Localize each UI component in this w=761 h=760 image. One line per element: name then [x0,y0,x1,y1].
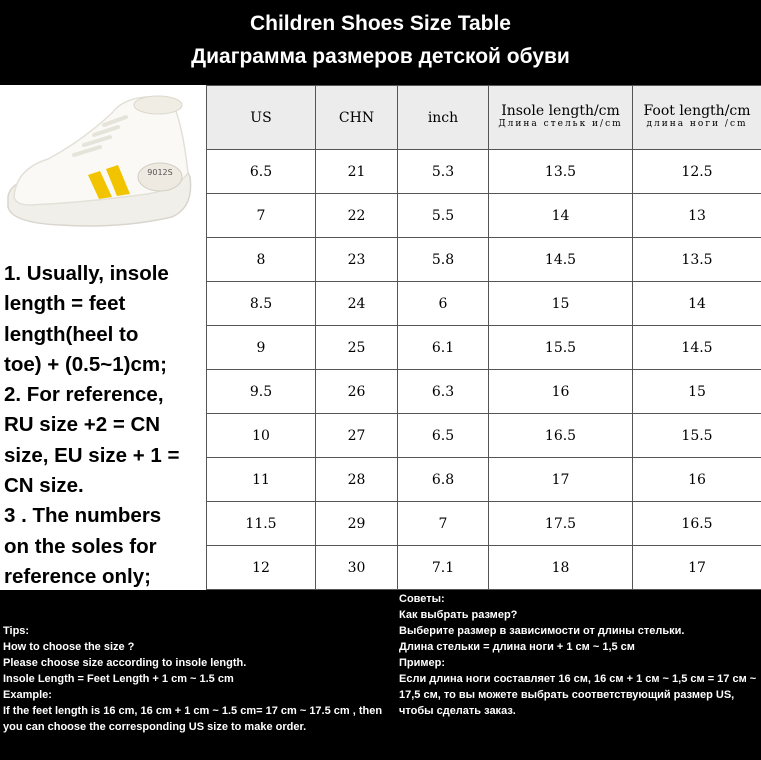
foot-cell: 16 [633,458,761,502]
note-line: 1. Usually, insole [4,262,169,285]
note-line: reference only; [4,564,151,588]
chn-cell: 24 [316,282,398,326]
size-table [206,85,761,590]
tips-en-label: Tips: [3,625,30,637]
insole-cell: 18 [489,546,633,590]
insole-cell: 14 [489,194,633,238]
note-line: toe) + (0.5~1)cm; [4,352,167,376]
foot-cell: 13 [633,194,761,238]
note-line: size, EU size + 1 = [4,443,180,467]
table-row [207,370,761,414]
us-cell: 6.5 [207,150,316,194]
title-english: Children Shoes Size Table [249,12,511,35]
table-row [207,282,761,326]
inch-cell: 6.8 [398,458,489,502]
insole-cell: 16.5 [489,414,633,458]
table-row [207,238,761,282]
table-row [207,458,761,502]
note-line: CN size. [4,474,84,498]
header-foot-ru: длина ноги /cm [646,119,748,129]
foot-cell: 17 [633,546,761,590]
header-foot-en: Foot length/cm [643,103,751,119]
inch-cell: 6 [398,282,489,326]
us-cell: 7 [207,194,316,238]
note-line: length(heel to [4,322,139,346]
tips-en-line: How to choose the size ? [3,641,135,653]
foot-cell: 12.5 [633,150,761,194]
tips-en-line: Insole Length = Feet Length + 1 cm ~ 1.5 cm [3,673,234,685]
chn-cell: 30 [316,546,398,590]
table-row [207,546,761,590]
us-cell: 8 [207,238,316,282]
insole-cell: 13.5 [489,150,633,194]
inch-cell: 5.5 [398,194,489,238]
note-line: 2. For reference, [4,383,164,407]
notes [4,259,204,592]
insole-cell: 17 [489,458,633,502]
table-row [207,502,761,546]
header-us: US [207,86,316,150]
tips-ru-label: Советы: [399,593,445,605]
note-line: length = feet [4,292,126,316]
header-insole-en: Insole length/cm [501,103,620,119]
tips-ru-line: Выберите размер в зависимости от длины стельки. [399,625,685,637]
insole-cell: 16 [489,370,633,414]
us-cell: 10 [207,414,316,458]
tips-en-line: If the feet length is 16 cm, 16 cm + 1 cm ~ 1.5 cm= 17 cm ~ 17.5 cm , then you can choose the corresponding US size to make order. [3,705,383,733]
header-chn: CHN [316,86,398,150]
us-cell: 8.5 [207,282,316,326]
inch-cell: 5.3 [398,150,489,194]
us-cell: 12 [207,546,316,590]
inch-cell: 5.8 [398,238,489,282]
chn-cell: 29 [316,502,398,546]
chn-cell: 21 [316,150,398,194]
tips-english [3,623,398,735]
us-cell: 9.5 [207,370,316,414]
foot-cell: 14.5 [633,326,761,370]
tips-en-line: Please choose size according to insole length. [3,657,247,669]
table-row [207,414,761,458]
inch-cell: 6.5 [398,414,489,458]
header [0,0,761,85]
shoe-image [0,85,206,245]
insole-cell: 15 [489,282,633,326]
header-insole-ru: Длина стельк и/cm [498,119,623,129]
tips-ru-line: Длина стельки = длина ноги + 1 см ~ 1,5 см [399,641,635,653]
chn-cell: 23 [316,238,398,282]
us-cell: 11 [207,458,316,502]
title-russian: Диаграмма размеров детской обуви [191,45,570,68]
inch-cell: 6.1 [398,326,489,370]
insole-cell: 14.5 [489,238,633,282]
sole-text: 9012S [147,168,173,177]
table-row [207,194,761,238]
foot-cell: 15 [633,370,761,414]
foot-cell: 14 [633,282,761,326]
chn-cell: 28 [316,458,398,502]
chn-cell: 22 [316,194,398,238]
note-line: on the soles for [4,534,157,558]
us-cell: 9 [207,326,316,370]
insole-cell: 15.5 [489,326,633,370]
tips-ru-line: Если длина ноги составляет 16 см, 16 см + 1 см ~ 1,5 см = 17 см ~ 17,5 см, то вы можете выбрать соответствующий размер US, чтобы сделать заказ. [399,673,757,717]
chn-cell: 27 [316,414,398,458]
tips-russian [399,591,759,719]
foot-cell: 15.5 [633,414,761,458]
chn-cell: 25 [316,326,398,370]
header-inch: inch [398,86,489,150]
tips-ru-line: Как выбрать размер? [399,609,518,621]
chn-cell: 26 [316,370,398,414]
table-row [207,150,761,194]
tips-en-label: Example: [3,689,52,701]
left-panel [0,85,206,590]
foot-cell: 13.5 [633,238,761,282]
note-line: RU size +2 = CN [4,413,161,437]
note-line: 3 . The numbers [4,504,162,528]
foot-cell: 16.5 [633,502,761,546]
tips-ru-label: Пример: [399,657,446,669]
insole-cell: 17.5 [489,502,633,546]
header-insole [489,86,633,150]
table-row [207,326,761,370]
table-header-row [207,86,761,150]
us-cell: 11.5 [207,502,316,546]
inch-cell: 6.3 [398,370,489,414]
inch-cell: 7.1 [398,546,489,590]
header-foot [633,86,761,150]
inch-cell: 7 [398,502,489,546]
